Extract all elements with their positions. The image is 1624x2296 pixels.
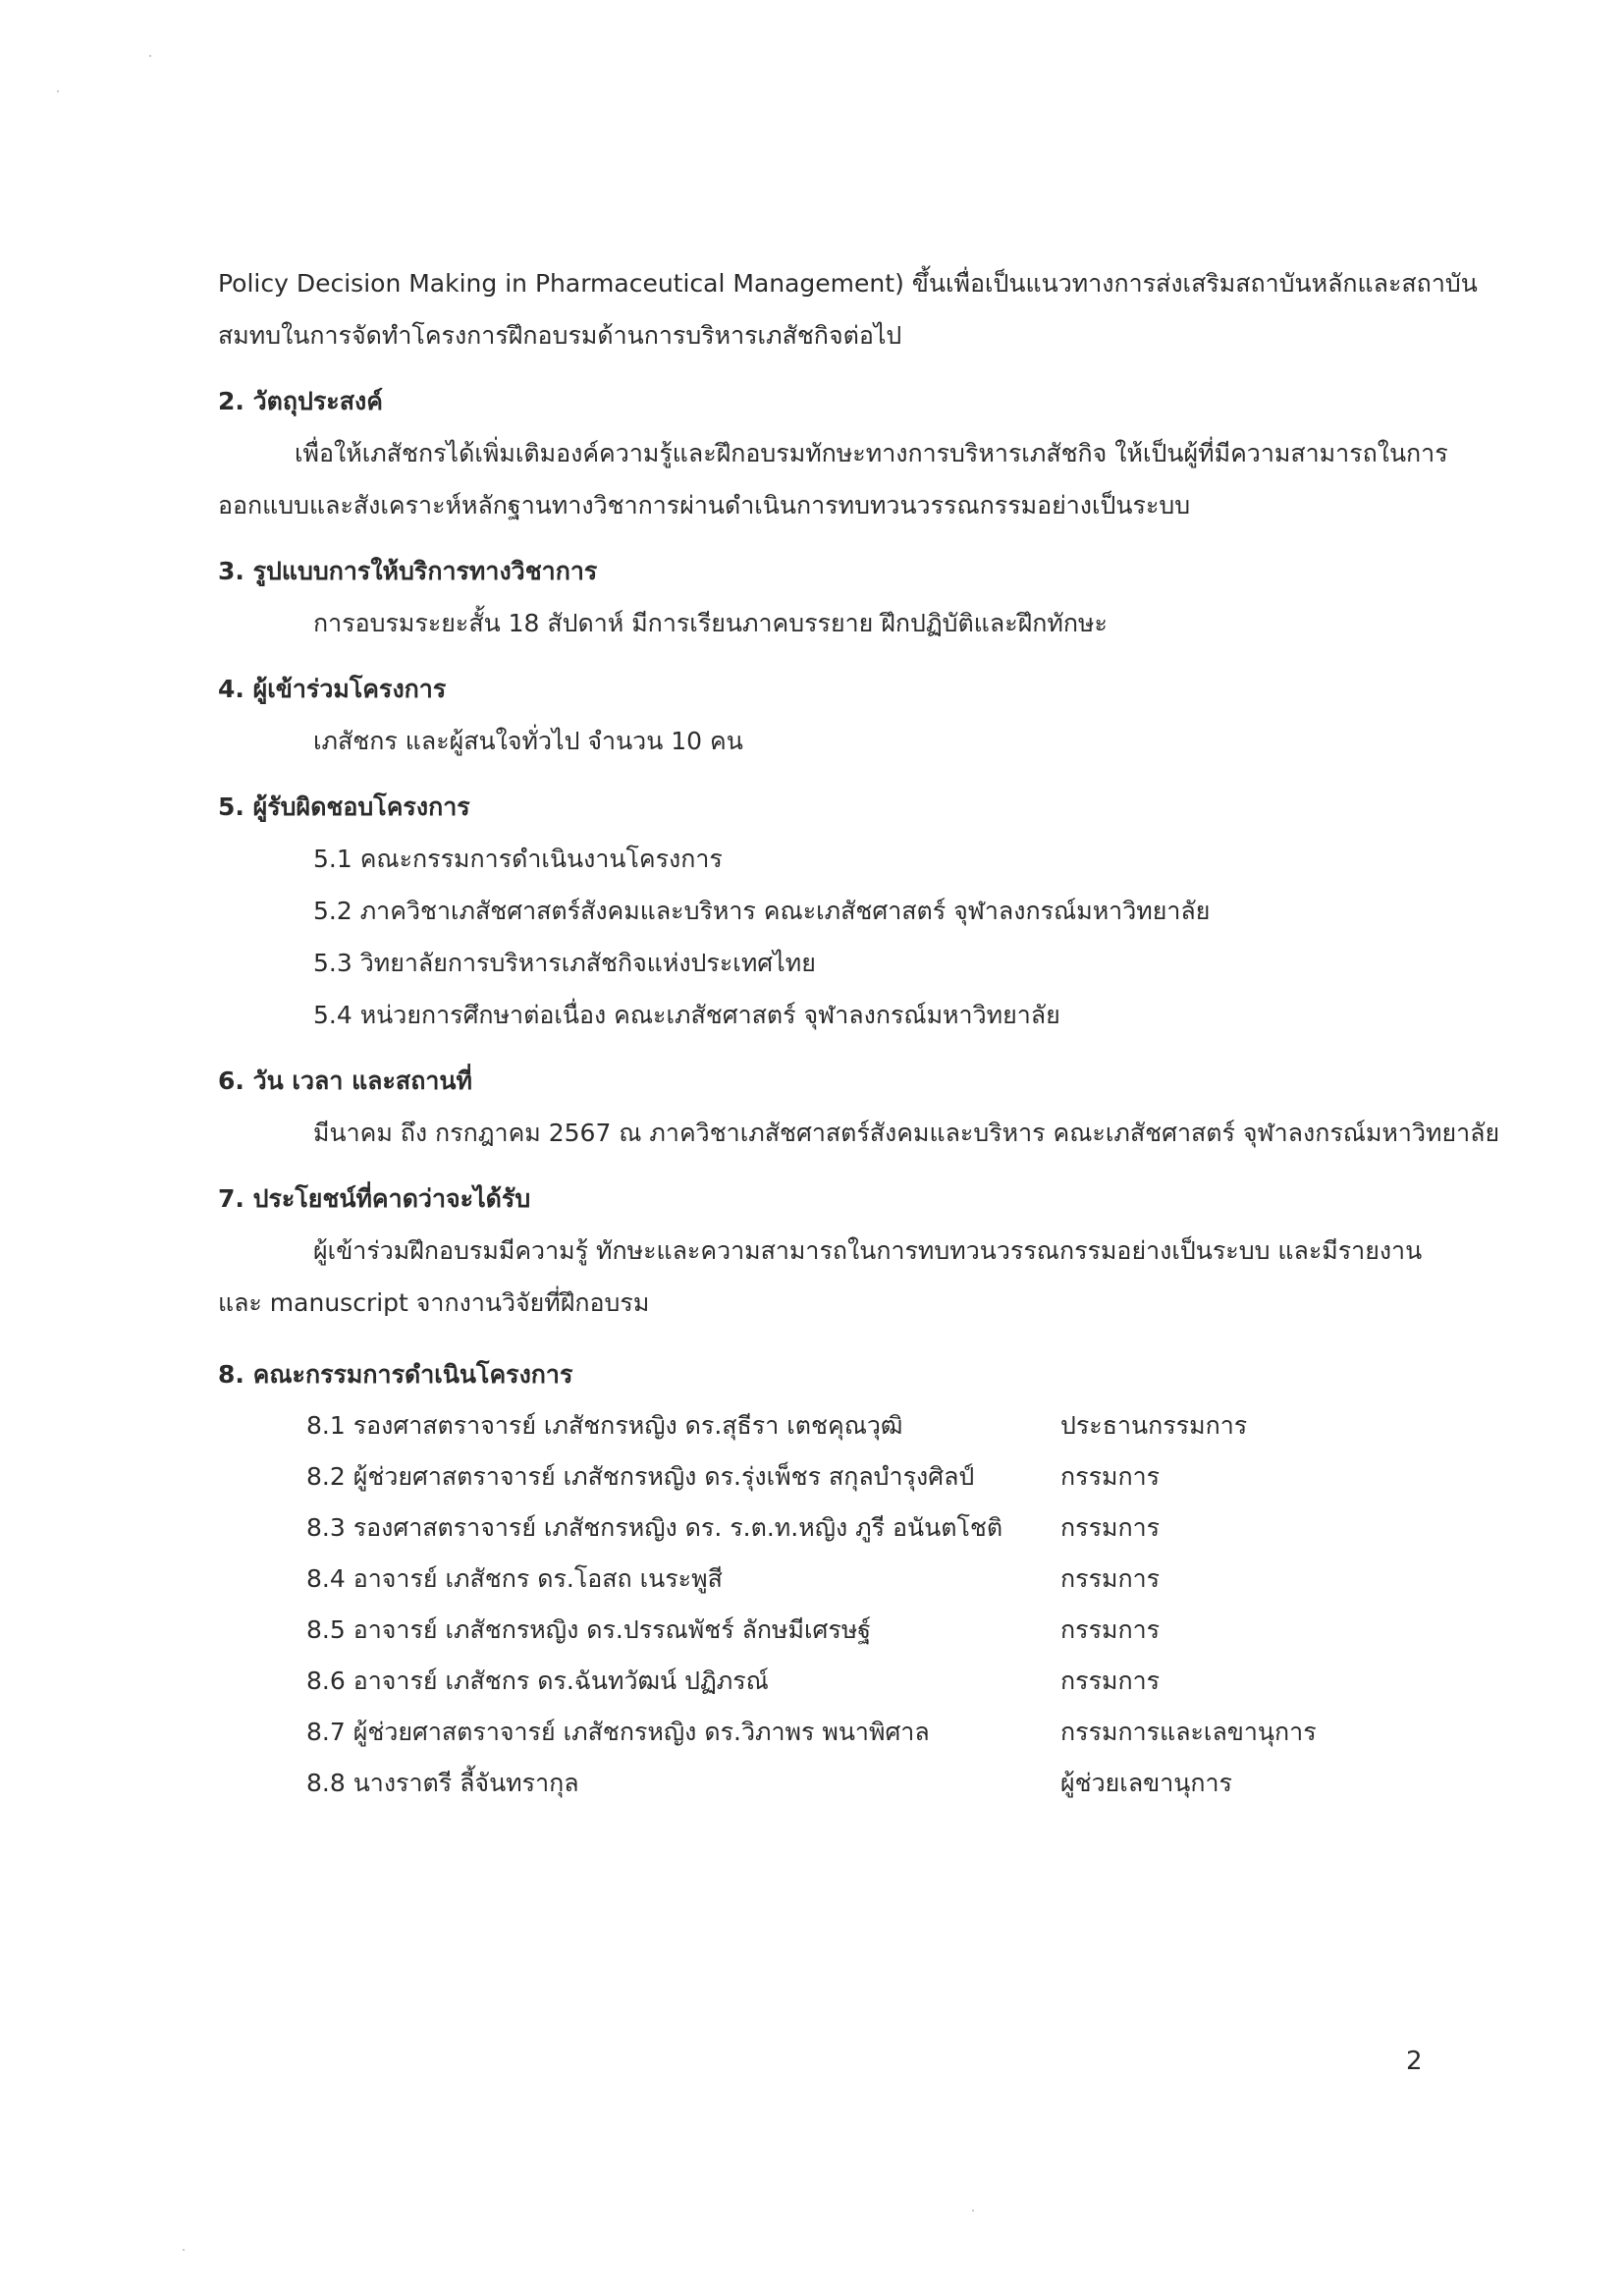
committee-member-role: กรรมการ bbox=[1060, 1615, 1161, 1644]
benefits-line: และ manuscript จากงานวิจัยที่ฝึกอบรม bbox=[218, 1288, 650, 1317]
responsible-list bbox=[218, 833, 1435, 1041]
committee-member-name: 8.4 อาจารย์ เภสัชกร ดร.โอสถ เนระพูสี bbox=[306, 1564, 723, 1593]
committee-member-name: 8.6 อาจารย์ เภสัชกร ดร.ฉันทวัฒน์ ปฏิภรณ์ bbox=[306, 1667, 769, 1695]
section-heading-benefits: 7. ประโยชน์ที่คาดว่าจะได้รับ bbox=[218, 1184, 531, 1213]
objective-line: เพื่อให้เภสัชกรได้เพิ่มเติมองค์ความรู้และฝึกอบรมทักษะทางการบริหารเภสัชกิจ ให้เป็นผู้ที่มีความสามารถในการ bbox=[295, 439, 1448, 467]
committee-member-role: กรรมการและเลขานุการ bbox=[1060, 1718, 1317, 1746]
committee-member-name: 8.7 ผู้ช่วยศาสตราจารย์ เภสัชกรหญิง ดร.วิภาพร พนาพิศาล bbox=[306, 1718, 930, 1746]
committee-list bbox=[218, 1400, 1435, 1809]
committee-member-role: กรรมการ bbox=[1060, 1564, 1161, 1593]
benefits-line: ผู้เข้าร่วมฝึกอบรมมีความรู้ ทักษะและความสามารถในการทบทวนวรรณกรรมอย่างเป็นระบบ และมีรายงาน bbox=[313, 1236, 1423, 1265]
committee-row bbox=[218, 1554, 1435, 1605]
committee-member-role: ประธานกรรมการ bbox=[1060, 1411, 1248, 1440]
scan-speck bbox=[149, 55, 151, 57]
intro-line: สมทบในการจัดทำโครงการฝึกอบรมด้านการบริหารเภสัชกิจต่อไป bbox=[218, 321, 902, 350]
committee-member-name: 8.3 รองศาสตราจารย์ เภสัชกรหญิง ดร. ร.ต.ท.หญิง ภูรี อนันตโชติ bbox=[306, 1513, 1003, 1542]
committee-member-role: ผู้ช่วยเลขานุการ bbox=[1060, 1769, 1232, 1797]
list-item: 5.3 วิทยาลัยการบริหารเภสัชกิจแห่งประเทศไทย bbox=[313, 949, 816, 977]
committee-member-name: 8.5 อาจารย์ เภสัชกรหญิง ดร.ปรรณพัชร์ ลักษมีเศรษฐ์ bbox=[306, 1615, 872, 1644]
committee-row bbox=[218, 1758, 1435, 1809]
section-heading-participants: 4. ผู้เข้าร่วมโครงการ bbox=[218, 675, 447, 703]
objective-paragraph bbox=[218, 427, 1448, 531]
committee-row bbox=[218, 1605, 1435, 1656]
committee-member-role: กรรมการ bbox=[1060, 1462, 1161, 1491]
section-heading-committee: 8. คณะกรรมการดำเนินโครงการ bbox=[218, 1360, 573, 1389]
committee-member-role: กรรมการ bbox=[1060, 1513, 1161, 1542]
scan-speck bbox=[183, 2249, 185, 2251]
document-body bbox=[218, 257, 1500, 1809]
scan-speck bbox=[972, 2210, 974, 2212]
section-heading-responsible: 5. ผู้รับผิดชอบโครงการ bbox=[218, 793, 470, 821]
format-text: การอบรมระยะสั้น 18 สัปดาห์ มีการเรียนภาคบรรยาย ฝึกปฏิบัติและฝึกทักษะ bbox=[313, 609, 1108, 637]
objective-line: ออกแบบและสังเคราะห์หลักฐานทางวิชาการผ่านดำเนินการทบทวนวรรณกรรมอย่างเป็นระบบ bbox=[218, 491, 1191, 519]
list-item: 5.2 ภาควิชาเภสัชศาสตร์สังคมและบริหาร คณะเภสัชศาสตร์ จุฬาลงกรณ์มหาวิทยาลัย bbox=[313, 897, 1211, 925]
list-item: 5.1 คณะกรรมการดำเนินงานโครงการ bbox=[313, 845, 723, 873]
committee-member-name: 8.8 นางราตรี ลี้จันทรากุล bbox=[306, 1769, 579, 1797]
committee-row bbox=[218, 1451, 1435, 1503]
benefits-paragraph bbox=[218, 1225, 1435, 1329]
committee-member-role: กรรมการ bbox=[1060, 1667, 1161, 1695]
intro-paragraph bbox=[218, 257, 1478, 361]
intro-line: Policy Decision Making in Pharmaceutical Management) ขึ้นเพื่อเป็นแนวทางการส่งเสริมสถาบันหลักและสถาบัน bbox=[218, 269, 1478, 298]
committee-row bbox=[218, 1656, 1435, 1707]
page-number: 2 bbox=[1406, 2047, 1423, 2076]
committee-member-name: 8.2 ผู้ช่วยศาสตราจารย์ เภสัชกรหญิง ดร.รุ่งเพ็ชร สกุลบำรุงศิลป์ bbox=[306, 1462, 975, 1491]
list-item: 5.4 หน่วยการศึกษาต่อเนื่อง คณะเภสัชศาสตร์ จุฬาลงกรณ์มหาวิทยาลัย bbox=[313, 1001, 1060, 1029]
section-heading-schedule: 6. วัน เวลา และสถานที่ bbox=[218, 1066, 472, 1095]
scan-speck bbox=[57, 90, 59, 92]
section-heading-objective: 2. วัตถุประสงค์ bbox=[218, 387, 383, 415]
schedule-text: มีนาคม ถึง กรกฎาคม 2567 ณ ภาควิชาเภสัชศาสตร์สังคมและบริหาร คณะเภสัชศาสตร์ จุฬาลงกรณ์มหาวิทยาลัย bbox=[313, 1119, 1500, 1147]
section-heading-format: 3. รูปแบบการให้บริการทางวิชาการ bbox=[218, 557, 598, 585]
committee-member-name: 8.1 รองศาสตราจารย์ เภสัชกรหญิง ดร.สุธีรา เตชคุณวุฒิ bbox=[306, 1411, 903, 1440]
committee-row bbox=[218, 1707, 1435, 1758]
participants-text: เภสัชกร และผู้สนใจทั่วไป จำนวน 10 คน bbox=[313, 727, 743, 755]
committee-row bbox=[218, 1400, 1435, 1451]
committee-row bbox=[218, 1503, 1435, 1554]
